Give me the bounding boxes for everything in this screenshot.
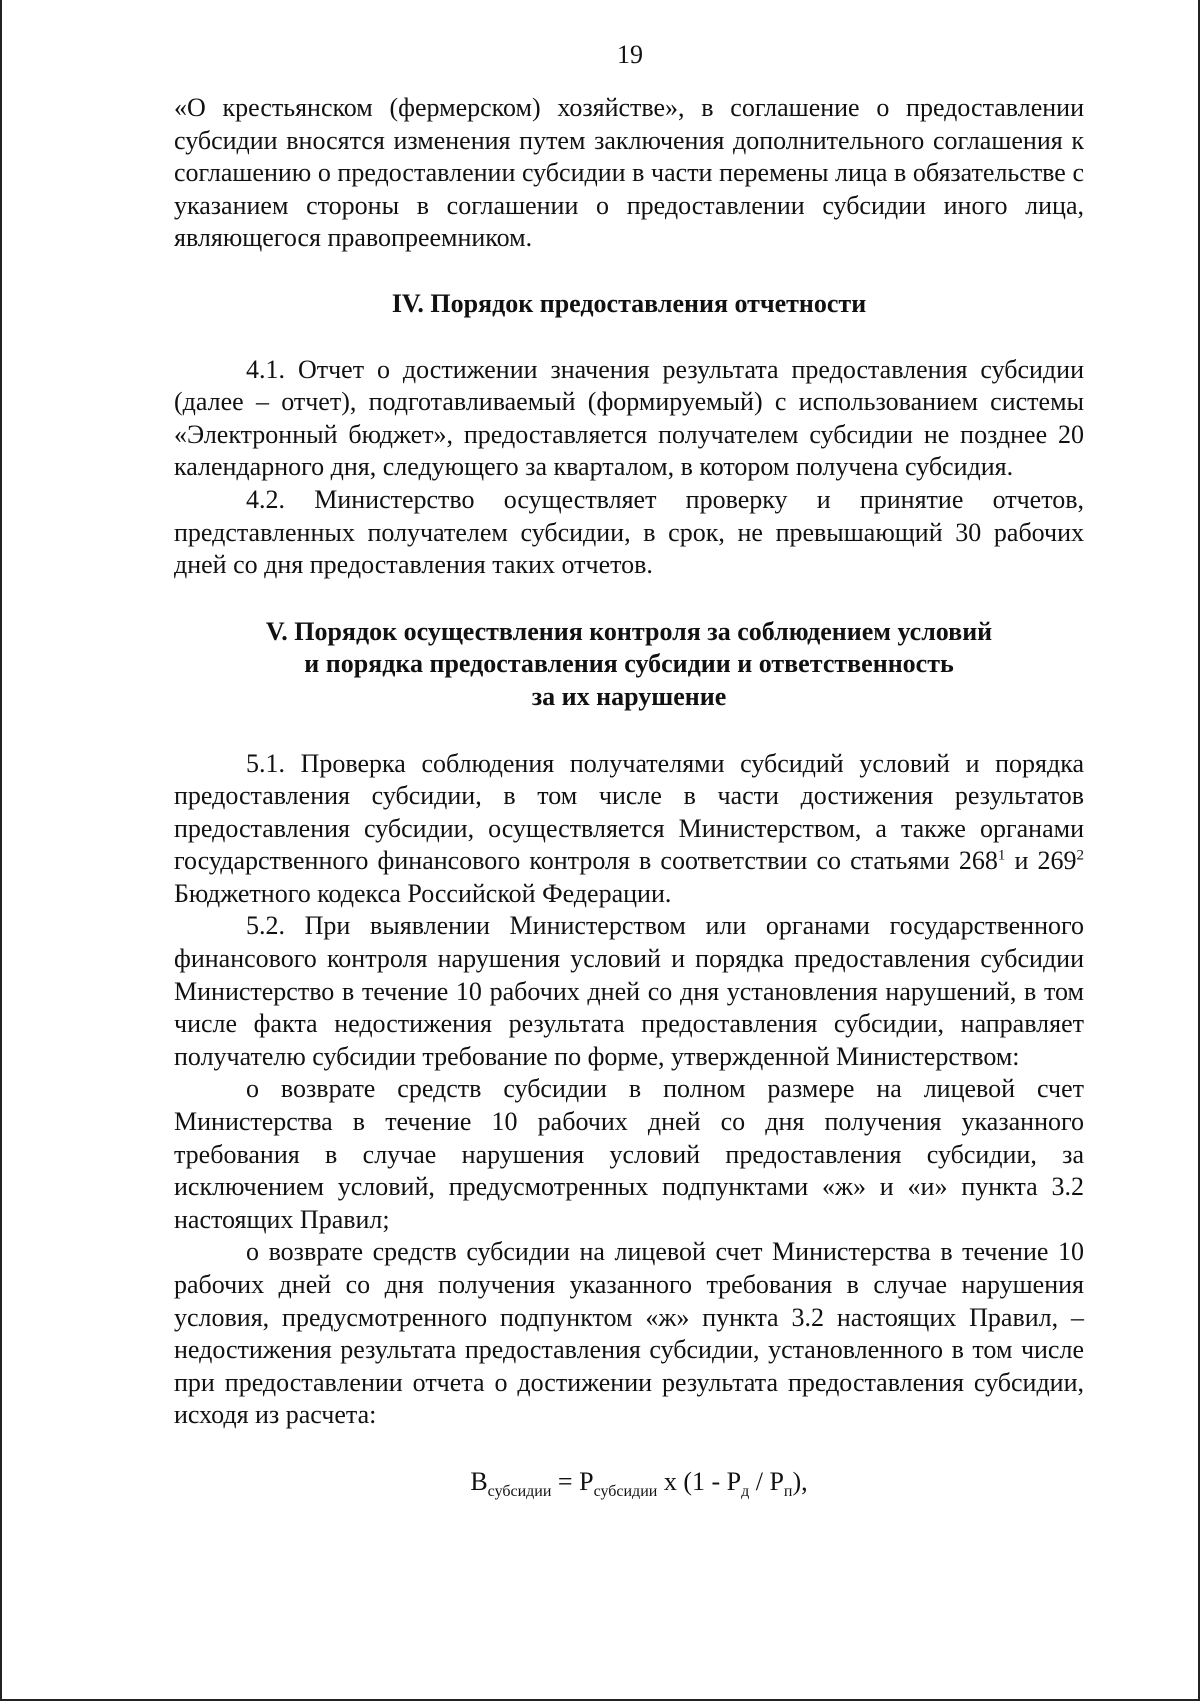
paragraph-return-partial: о возврате средств субсидии на лицевой счет Министерства в течение 10 рабочих дней со дня получения указанного требования в случае нарушения условия, предусмотренного подпунктом «ж» пункта 3.2 настоящих Правил, – недостижения результата предоставления субсидии, установленного в том числе при предоставлении отчета о достижении результата предоставления субсидии, исходя из расчета:: [174, 1237, 1084, 1430]
paragraph-5-1-text-c: Бюджетного кодекса Российской Федерации.: [174, 878, 672, 908]
formula-middle: х (1 - Р: [657, 1466, 742, 1496]
page-number: 19: [617, 40, 643, 69]
formula-equals: =: [551, 1466, 580, 1496]
article-269-superscript: 2: [1076, 847, 1085, 864]
formula-v-subscript: субсидии: [487, 1483, 552, 1501]
section-5-heading-line-1: V. Порядок осуществления контроля за соблюдением условий: [265, 616, 993, 646]
formula-pd-subscript: д: [741, 1483, 750, 1501]
paragraph-return-full: о возврате средств субсидии в полном размере на лицевой счет Министерства в течение 10 рабочих дней со дня получения указанного требования в случае нарушения условий предоставления субсидии, за исключением условий, предусмотренных подпунктами «ж» и «и» пункта 3.2 настоящих Правил;: [174, 1074, 1084, 1234]
intro-paragraph: «О крестьянском (фермерском) хозяйстве», в соглашение о предоставлении субсидии вносятся изменения путем заключения дополнительного соглашения к соглашению о предоставлении субсидии в части перемены лица в обязательстве с указанием стороны в соглашении о предоставлении субсидии иного лица, являющегося правопреемником.: [174, 93, 1084, 253]
refund-formula: [174, 1466, 1084, 1499]
formula-v: В: [470, 1466, 488, 1496]
paragraph-4-1: 4.1. Отчет о достижении значения результата предоставления субсидии (далее – отчет), подготавливаемый (формируемый) с использованием системы «Электронный бюджет», предоставляется получателем субсидии не позднее 20 календарного дня, следующего за кварталом, в котором получена субсидия.: [174, 354, 1084, 482]
document-body: [174, 92, 1084, 1499]
section-5-heading: [174, 616, 1084, 714]
paragraph-5-2: 5.2. При выявлении Министерством или органами государственного финансового контроля нарушения условий и порядка предоставления субсидии Министерство в течение 10 рабочих дней со дня установления нарушений, в том числе факта недостижения результата предоставления субсидии, направляет получателю субсидии требование по форме, утвержденной Министерством:: [174, 911, 1084, 1071]
paragraph-5-1-text-b: и 269: [1005, 846, 1077, 876]
formula-r: Р: [579, 1466, 594, 1496]
paragraph-4-2: 4.2. Министерство осуществляет проверку и принятие отчетов, представленных получателем субсидии, в срок, не превышающий 30 рабочих дней со дня предоставления таких отчетов.: [174, 484, 1084, 580]
section-5-heading-line-2: и порядка предоставления субсидии и ответственность: [304, 649, 954, 679]
paragraph-5-1: [174, 748, 1084, 911]
section-5-heading-line-3: за их нарушение: [531, 681, 727, 711]
article-268-superscript: 1: [997, 847, 1006, 864]
formula-slash: / Р: [749, 1466, 784, 1496]
formula-pp-subscript: п: [783, 1483, 793, 1501]
formula-r-subscript: субсидии: [593, 1483, 658, 1501]
section-4-heading: IV. Порядок предоставления отчетности: [391, 288, 867, 318]
formula-end: ),: [792, 1466, 808, 1496]
paragraph-5-1-text-a: 5.1. Проверка соблюдения получателями субсидий условий и порядка предоставления субсидии, в том числе в части достижения результатов предоставления субсидии, осуществляется Министерством, а также органами государственного финансового контроля в соответствии со статьями 268: [174, 748, 1084, 876]
scan-border-left: [0, 0, 2, 1701]
